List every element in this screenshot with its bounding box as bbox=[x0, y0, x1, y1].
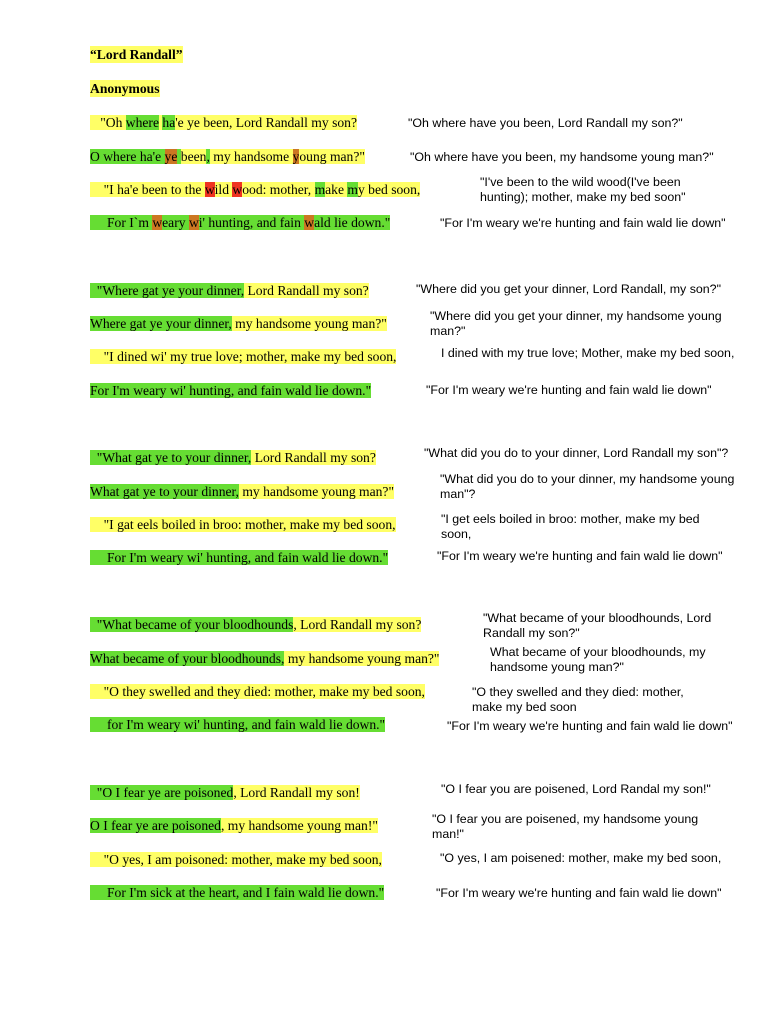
translation-line: "I've been to the wild wood(I've been hunting); mother, make my bed soon" bbox=[480, 175, 686, 204]
poem-line: O where ha'e ye been, my handsome young man?" bbox=[90, 149, 365, 164]
poem-line: "Where gat ye your dinner, Lord Randall my son? bbox=[90, 283, 369, 298]
poem-line: "O they swelled and they died: mother, make my bed soon, bbox=[90, 684, 425, 699]
poem-line: "What became of your bloodhounds, Lord Randall my son? bbox=[90, 617, 422, 632]
translation-line: What became of your bloodhounds, my handsome young man?" bbox=[490, 645, 706, 674]
poem-line: "What gat ye to your dinner, Lord Randall my son? bbox=[90, 450, 376, 465]
poem-line: "Oh where ha'e ye been, Lord Randall my son? bbox=[90, 115, 357, 130]
translation-line: "What did you do to your dinner, Lord Randall my son"? bbox=[424, 446, 729, 460]
translation-line: "O I fear you are poisened, my handsome young man!" bbox=[432, 812, 699, 841]
translation-line: "O yes, I am poisened: mother, make my bed soon, bbox=[440, 851, 722, 865]
translation-line: "I get eels boiled in broo: mother, make my bed soon, bbox=[441, 512, 700, 541]
poem-line: What became of your bloodhounds, my handsome young man?" bbox=[90, 651, 440, 666]
translation-line: "What did you do to your dinner, my handsome young man"? bbox=[440, 472, 735, 501]
translation-line: I dined with my true love; Mother, make my bed soon, bbox=[441, 346, 735, 360]
poem-line: "I gat eels boiled in broo: mother, make my bed soon, bbox=[90, 517, 396, 532]
translation-line: "For I'm weary we're hunting and fain wald lie down" bbox=[437, 549, 723, 563]
poem-line: O I fear ye are poisoned, my handsome young man!" bbox=[90, 818, 378, 833]
poem-line: for I'm weary wi' hunting, and fain wald lie down." bbox=[90, 717, 386, 732]
translation-line: "For I'm weary we're hunting and fain wald lie down" bbox=[436, 886, 722, 900]
translation-line: "For I'm weary we're hunting and fain wald lie down" bbox=[426, 383, 712, 397]
translation-line: "Oh where have you been, Lord Randall my son?" bbox=[408, 116, 683, 130]
poem-line: "O I fear ye are poisoned, Lord Randall my son! bbox=[90, 785, 360, 800]
poem-line: "O yes, I am poisoned: mother, make my bed soon, bbox=[90, 852, 382, 867]
poem-line: Where gat ye your dinner, my handsome young man?" bbox=[90, 316, 387, 331]
poem-line: For I'm weary wi' hunting, and fain wald lie down." bbox=[90, 550, 389, 565]
poem-line: For I'm weary wi' hunting, and fain wald lie down." bbox=[90, 383, 372, 398]
translation-line: "O I fear you are poisened, Lord Randal my son!" bbox=[441, 782, 711, 796]
translation-line: "For I'm weary we're hunting and fain wald lie down" bbox=[447, 719, 733, 733]
poem-line: "I ha'e been to the wild wood: mother, make my bed soon, bbox=[90, 182, 421, 197]
poem-title: “Lord Randall” bbox=[90, 47, 183, 62]
poem-line: What gat ye to your dinner, my handsome young man?" bbox=[90, 484, 395, 499]
translation-line: "For I'm weary we're hunting and fain wald lie down" bbox=[440, 216, 726, 230]
poem-line: For I'm sick at the heart, and I fain wald lie down." bbox=[90, 885, 385, 900]
poem-line: For I`m weary wi' hunting, and fain wald lie down." bbox=[90, 215, 391, 230]
poem-author: Anonymous bbox=[90, 81, 160, 96]
translation-line: "Oh where have you been, my handsome young man?" bbox=[410, 150, 714, 164]
translation-line: "Where did you get your dinner, Lord Randall, my son?" bbox=[416, 282, 721, 296]
translation-line: "O they swelled and they died: mother, make my bed soon bbox=[472, 685, 684, 714]
translation-line: "Where did you get your dinner, my handsome young man?" bbox=[430, 309, 722, 338]
translation-line: "What became of your bloodhounds, Lord Randall my son?" bbox=[483, 611, 712, 640]
poem-line: "I dined wi' my true love; mother, make my bed soon, bbox=[90, 349, 397, 364]
